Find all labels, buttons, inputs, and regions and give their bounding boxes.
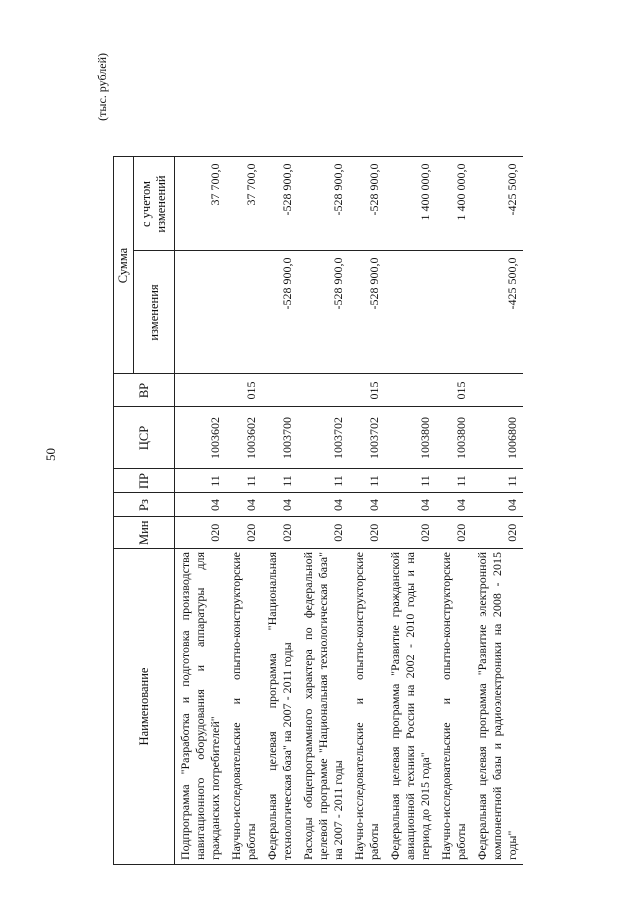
row-change: -528 900,0 xyxy=(262,251,298,374)
table-row xyxy=(436,157,472,865)
row-rz: 04 xyxy=(175,493,227,517)
row-csr: 1003800 xyxy=(385,407,436,469)
row-vr xyxy=(385,374,436,407)
row-vr xyxy=(472,374,523,407)
row-total: -528 900,0 xyxy=(349,157,385,251)
row-min: 020 xyxy=(175,517,227,549)
table-row xyxy=(349,157,385,865)
row-pr: 11 xyxy=(349,469,385,493)
table-row xyxy=(385,157,436,865)
row-rz: 04 xyxy=(385,493,436,517)
row-change: -425 500,0 xyxy=(472,251,523,374)
row-name: Расходы общепрограммного характера по федеральной целевой программе "Национальная технологическая база" на 2007 - 2011 годы xyxy=(298,549,349,865)
row-pr: 11 xyxy=(175,469,227,493)
row-total: 1 400 000,0 xyxy=(436,157,472,251)
row-min: 020 xyxy=(226,517,262,549)
rotated-table-area xyxy=(95,45,545,865)
row-pr: 11 xyxy=(262,469,298,493)
row-change: -528 900,0 xyxy=(298,251,349,374)
row-min: 020 xyxy=(349,517,385,549)
table-row xyxy=(298,157,349,865)
row-csr: 1003700 xyxy=(262,407,298,469)
row-csr: 1003602 xyxy=(175,407,227,469)
row-csr: 1003702 xyxy=(298,407,349,469)
header-pr: ПР xyxy=(114,469,175,493)
row-vr xyxy=(175,374,227,407)
row-vr: 015 xyxy=(226,374,262,407)
row-vr: 015 xyxy=(436,374,472,407)
row-vr xyxy=(262,374,298,407)
header-min: Мин xyxy=(114,517,175,549)
header-vr: ВР xyxy=(114,374,175,407)
row-total: 1 400 000,0 xyxy=(385,157,436,251)
table-body xyxy=(175,157,524,865)
row-total: -425 500,0 xyxy=(472,157,523,251)
row-name: Федеральная целевая программа "Национальная технологическая база" на 2007 - 2011 годы xyxy=(262,549,298,865)
row-csr: 1003602 xyxy=(226,407,262,469)
row-vr: 015 xyxy=(349,374,385,407)
row-pr: 11 xyxy=(298,469,349,493)
row-name: Научно-исследовательские и опытно-конструкторские работы xyxy=(349,549,385,865)
row-csr: 1003800 xyxy=(436,407,472,469)
row-name: Подпрограмма "Разработка и подготовка производства навигационного оборудования и аппаратуры для гражданских потребителей" xyxy=(175,549,227,865)
row-min: 020 xyxy=(472,517,523,549)
row-total: -528 900,0 xyxy=(298,157,349,251)
row-change: -528 900,0 xyxy=(349,251,385,374)
row-rz: 04 xyxy=(262,493,298,517)
row-rz: 04 xyxy=(472,493,523,517)
row-name: Федеральная целевая программа "Развитие электронной компонентной базы и радиоэлектроники на 2008 - 2015 годы" xyxy=(472,549,523,865)
table-row xyxy=(472,157,523,865)
row-rz: 04 xyxy=(349,493,385,517)
units-note: (тыс. рублей) xyxy=(95,53,109,121)
table-row xyxy=(175,157,227,865)
row-name: Научно-исследовательские и опытно-конструкторские работы xyxy=(436,549,472,865)
row-change xyxy=(385,251,436,374)
row-name: Федеральная целевая программа "Развитие гражданской авиационной техники России на 2002 - 2010 годы и на период до 2015 года" xyxy=(385,549,436,865)
table-row xyxy=(226,157,262,865)
row-min: 020 xyxy=(262,517,298,549)
row-min: 020 xyxy=(385,517,436,549)
row-pr: 11 xyxy=(472,469,523,493)
table-row xyxy=(262,157,298,865)
row-change xyxy=(436,251,472,374)
header-with-changes: с учетом изменений xyxy=(134,157,175,251)
row-total: 37 700,0 xyxy=(175,157,227,251)
row-rz: 04 xyxy=(298,493,349,517)
row-change xyxy=(226,251,262,374)
header-sum: Сумма xyxy=(114,157,134,374)
row-rz: 04 xyxy=(226,493,262,517)
header-csr: ЦСР xyxy=(114,407,175,469)
row-change xyxy=(175,251,227,374)
row-pr: 11 xyxy=(385,469,436,493)
header-rz: Рз xyxy=(114,493,175,517)
row-csr: 1003702 xyxy=(349,407,385,469)
header-name: Наименование xyxy=(114,549,175,865)
page-number: 50 xyxy=(43,448,58,461)
row-total: 37 700,0 xyxy=(226,157,262,251)
row-name: Научно-исследовательские и опытно-конструкторские работы xyxy=(226,549,262,865)
row-total: -528 900,0 xyxy=(262,157,298,251)
row-pr: 11 xyxy=(226,469,262,493)
header-changes: изменения xyxy=(134,251,175,374)
row-rz: 04 xyxy=(436,493,472,517)
row-min: 020 xyxy=(298,517,349,549)
row-min: 020 xyxy=(436,517,472,549)
row-vr xyxy=(298,374,349,407)
row-pr: 11 xyxy=(436,469,472,493)
budget-table xyxy=(113,157,523,866)
row-csr: 1006800 xyxy=(472,407,523,469)
